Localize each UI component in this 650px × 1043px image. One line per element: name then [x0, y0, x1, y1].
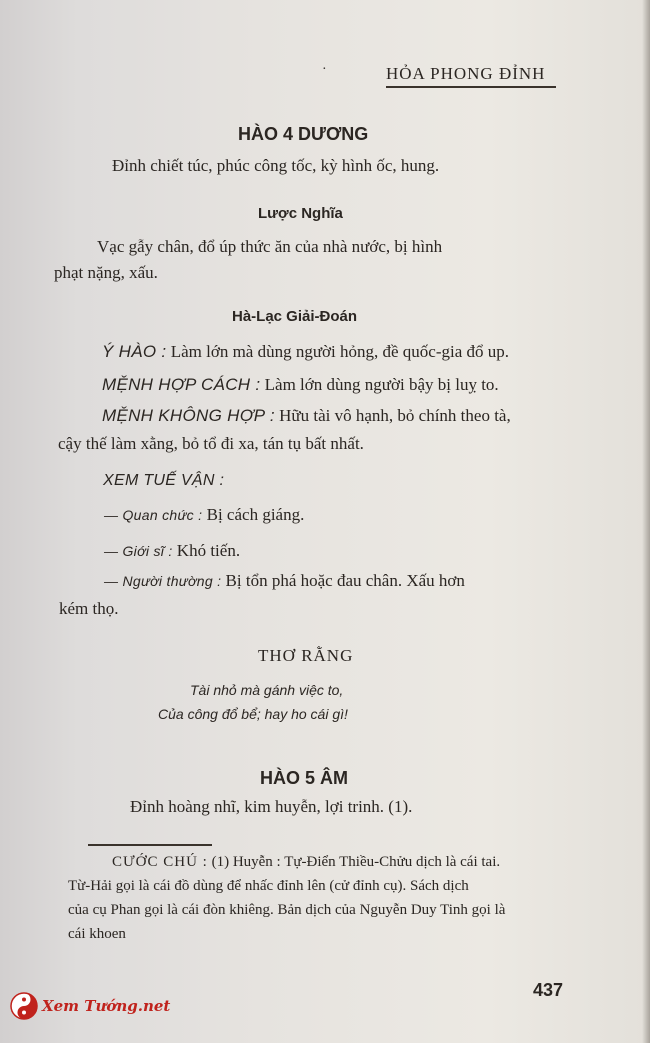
menh-hop-line	[102, 374, 499, 396]
tho-rang-heading: THƠ RẰNG	[258, 646, 354, 665]
running-header: HỎA PHONG ĐỈNH	[386, 64, 556, 88]
luoc-nghia-line-2: phạt nặng, xấu.	[54, 263, 158, 282]
footnote-line-3: của cụ Phan gọi là cái đòn khiêng. Bản dịch của Nguyễn Duy Tinh gọi là	[68, 902, 506, 918]
menh-khong-line-2: cậy thế làm xằng, bỏ tổ đi xa, tán tụ bất nhất.	[58, 434, 364, 453]
nguoi-thuong-line	[104, 570, 465, 592]
footnote-rule	[88, 844, 212, 846]
y-hao-text: Làm lớn mà dùng người hỏng, đề quốc-gia đổ up.	[170, 342, 510, 361]
footnote-text-1: (1) Huyễn : Tự-Điển Thiều-Chửu dịch là cái tai.	[211, 854, 501, 870]
hao5-text: Đỉnh hoàng nhĩ, kim huyễn, lợi trinh. (1).	[130, 797, 413, 816]
header-mark: ·	[322, 62, 327, 77]
menh-khong-label: MỆNH KHÔNG HỢP :	[102, 406, 275, 425]
nguoi-thuong-line-2: kém thọ.	[59, 599, 119, 618]
menh-khong-text: Hữu tài vô hạnh, bỏ chính theo tà,	[279, 406, 511, 425]
footnote-line-4: cái khoen	[68, 926, 126, 942]
luoc-nghia-line-1: Vạc gẫy chân, đổ úp thức ăn của nhà nước, bị hình	[97, 237, 443, 256]
hao4-heading: HÀO 4 DƯƠNG	[238, 124, 369, 144]
quan-chuc-line	[104, 504, 304, 526]
yin-yang-icon	[10, 992, 38, 1020]
nguoi-thuong-label: — Người thường :	[104, 573, 222, 589]
nguoi-thuong-text: Bị tổn phá hoặc đau chân. Xấu hơn	[225, 571, 465, 590]
xem-tue-van-label: XEM TUẾ VẬN :	[103, 472, 225, 489]
gioi-si-line	[104, 540, 240, 562]
menh-hop-label: MỆNH HỢP CÁCH :	[102, 375, 261, 394]
hao4-text: Đỉnh chiết túc, phúc công tốc, kỳ hình ốc, hung.	[112, 156, 440, 175]
gioi-si-label: — Giới sĩ :	[104, 543, 173, 559]
y-hao-line	[102, 341, 509, 363]
quan-chuc-text: Bị cách giáng.	[206, 505, 305, 524]
hao5-heading: HÀO 5 ÂM	[260, 768, 349, 788]
poem-line-1: Tài nhỏ mà gánh việc to,	[190, 682, 344, 698]
ha-lac-heading: Hà-Lạc Giải-Đoán	[232, 308, 358, 325]
gioi-si-text: Khó tiến.	[176, 541, 241, 560]
menh-hop-text: Làm lớn dùng người bậy bị luỵ to.	[264, 375, 499, 394]
watermark-logo[interactable]	[10, 992, 170, 1020]
menh-khong-line	[102, 405, 511, 427]
footnote-line-2: Từ-Hải gọi là cái đồ dùng để nhấc đỉnh lên (cử đỉnh cụ). Sách dịch	[68, 878, 469, 894]
footnote-line-1	[112, 852, 500, 872]
footnote-label: CƯỚC CHÚ :	[112, 854, 208, 870]
page-number: 437	[533, 980, 564, 1000]
quan-chuc-label: — Quan chức :	[104, 507, 203, 523]
y-hao-label: Ý HÀO :	[102, 342, 167, 361]
watermark-text: Xem Tướng.net	[42, 997, 171, 1015]
luoc-nghia-heading: Lược Nghĩa	[258, 205, 343, 222]
poem-line-2: Của công đổ bể; hay ho cái gì!	[158, 706, 348, 722]
